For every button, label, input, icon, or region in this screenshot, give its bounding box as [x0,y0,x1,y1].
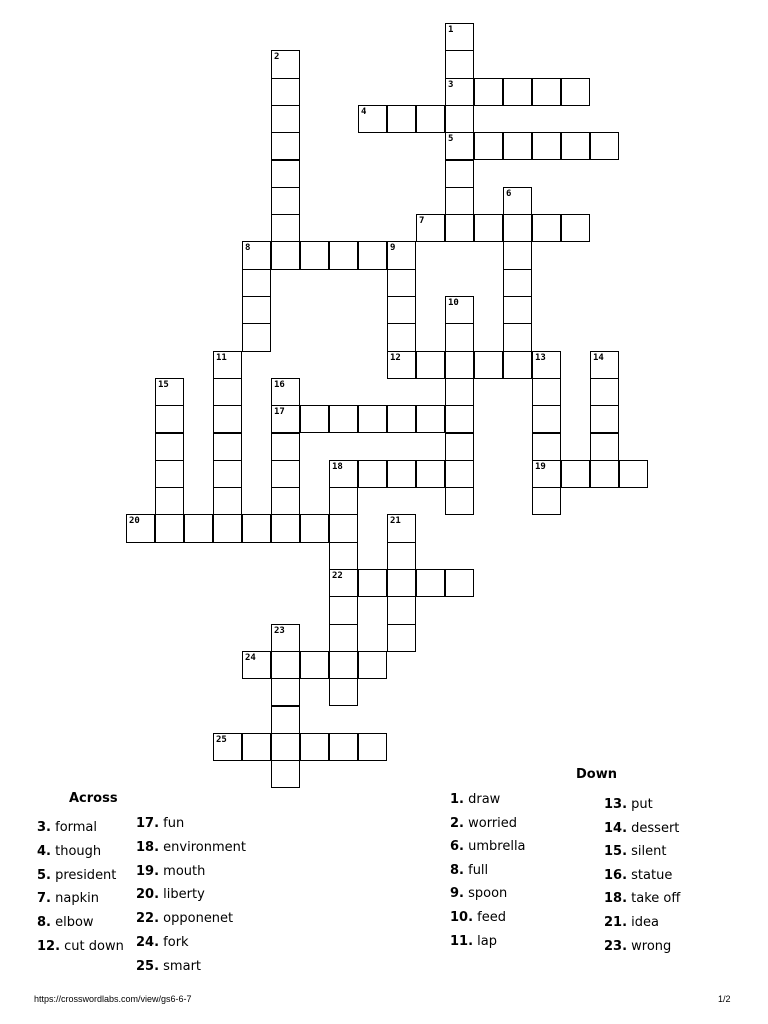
clue-number: 21. [604,915,628,930]
crossword-cell[interactable] [271,460,300,488]
crossword-cell[interactable] [474,351,503,379]
crossword-cell[interactable] [387,351,416,379]
cell-number: 7 [419,216,425,227]
crossword-cell[interactable] [213,351,242,379]
clue-text: put [627,797,653,812]
cell-number: 16 [274,379,285,390]
crossword-cell[interactable] [155,487,184,515]
clue-text: liberty [159,887,205,903]
crossword-cell[interactable] [619,460,648,488]
crossword-cell[interactable] [445,160,474,188]
clue-number: 25. [136,958,160,974]
clue-text: elbow [50,915,94,931]
clue-text: mouth [159,863,206,879]
crossword-cell[interactable] [445,351,474,379]
crossword-cell[interactable] [445,132,474,160]
clue-number: 18. [136,839,160,855]
clue-text: lap [473,933,497,949]
clue-item [37,868,116,884]
crossword-cell[interactable] [271,160,300,188]
crossword-cell[interactable] [445,405,474,433]
crossword-cell[interactable] [416,569,445,597]
clue-text: fork [159,935,189,950]
cell-number: 9 [390,243,396,254]
crossword-cell[interactable] [126,514,155,542]
clue-text: cut down [60,939,124,954]
down-heading: Down [576,767,617,782]
cell-number: 24 [245,652,256,663]
crossword-cell[interactable] [532,351,561,379]
crossword-cell[interactable] [329,514,358,542]
crossword-cell[interactable] [532,487,561,515]
clue-number: 16. [604,867,628,883]
crossword-cell[interactable] [242,269,271,297]
crossword-cell[interactable] [271,514,300,542]
crossword-cell[interactable] [358,651,387,679]
cell-number: 18 [332,461,343,472]
crossword-cell[interactable] [445,214,474,242]
cell-number: 1 [448,25,454,35]
cell-number: 17 [274,407,285,418]
crossword-cell[interactable] [445,105,474,133]
crossword-cell[interactable] [503,214,532,242]
cell-number: 25 [216,734,227,745]
clue-text: smart [159,958,202,974]
clue-number: 20. [136,887,160,903]
crossword-cell[interactable] [271,433,300,461]
clue-number: 22. [136,911,160,927]
crossword-cell[interactable] [445,187,474,215]
cell-number: 8 [245,243,251,254]
crossword-cell[interactable] [445,50,474,78]
crossword-cell[interactable] [416,405,445,433]
crossword-cell[interactable] [271,214,300,242]
clue-number: 15. [604,844,628,860]
clue-text: fun [159,816,185,831]
cell-number: 15 [158,379,169,390]
crossword-cell[interactable] [416,351,445,379]
crossword-cell[interactable] [387,323,416,351]
clue-number: 2. [450,815,464,831]
crossword-cell[interactable] [561,132,590,160]
clue-text: worried [463,815,518,831]
clue-number: 18. [604,891,628,907]
crossword-cell[interactable] [155,460,184,488]
crossword-cell[interactable] [387,514,416,542]
clue-text: spoon [463,886,508,902]
crossword-cell[interactable] [271,487,300,515]
crossword-cell[interactable] [561,460,590,488]
crossword-cell[interactable] [329,569,358,597]
clue-number: 9. [450,886,464,902]
clue-item [136,864,205,880]
crossword-cell[interactable] [329,624,358,652]
crossword-cell[interactable] [271,651,300,679]
crossword-cell[interactable] [561,214,590,242]
crossword-cell[interactable] [503,132,532,160]
clue-text: formal [50,820,98,835]
cell-number: 12 [390,352,401,363]
crossword-cell[interactable] [271,760,300,788]
crossword-cell[interactable] [445,23,474,51]
crossword-cell[interactable] [242,241,271,269]
clue-number: 19. [136,863,160,879]
crossword-cell[interactable] [503,78,532,106]
clue-item [450,863,488,879]
clue-number: 14. [604,820,628,836]
clue-number: 23. [604,938,628,954]
clue-number: 3. [37,820,51,835]
clue-item [604,915,659,931]
crossword-cell[interactable] [503,269,532,297]
crossword-cell[interactable] [445,78,474,106]
crossword-cell[interactable] [242,296,271,324]
crossword-cell[interactable] [445,460,474,488]
cell-number: 13 [535,352,546,363]
crossword-cell[interactable] [503,187,532,215]
cell-number: 19 [535,461,546,472]
crossword-cell[interactable] [271,132,300,160]
clue-text: statue [627,867,673,883]
footer-url: https://crosswordlabs.com/view/gs6-6-7 [34,994,192,1004]
crossword-cell[interactable] [300,651,329,679]
crossword-cell[interactable] [213,487,242,515]
crossword-cell[interactable] [271,733,300,761]
crossword-cell[interactable] [358,241,387,269]
crossword-cell[interactable] [300,405,329,433]
crossword-cell[interactable] [474,214,503,242]
clue-number: 17. [136,816,160,831]
crossword-cell[interactable] [300,733,329,761]
crossword-cell[interactable] [532,460,561,488]
crossword-cell[interactable] [358,733,387,761]
crossword-cell[interactable] [387,269,416,297]
clue-text: idea [627,915,659,930]
clue-item [37,820,97,836]
crossword-cell[interactable] [213,514,242,542]
clue-text: draw [463,792,501,807]
clue-text: silent [627,844,667,860]
footer-page-number: 1/2 [718,994,731,1004]
cell-number: 22 [332,571,343,581]
clue-item [37,844,101,860]
crossword-cell[interactable] [271,241,300,269]
crossword-cell[interactable] [213,733,242,761]
crossword-cell[interactable] [445,433,474,461]
crossword-cell[interactable] [271,50,300,78]
cell-number: 3 [448,79,454,90]
cell-number: 4 [361,106,367,117]
across-heading: Across [69,791,118,806]
crossword-cell[interactable] [590,351,619,379]
crossword-cell[interactable] [300,514,329,542]
crossword-cell[interactable] [532,378,561,406]
clue-item [37,939,124,955]
crossword-cell[interactable] [329,542,358,570]
clue-item [604,939,671,955]
crossword-cell[interactable] [329,487,358,515]
crossword-cell[interactable] [271,78,300,106]
crossword-cell[interactable] [590,132,619,160]
crossword-cell[interactable] [387,405,416,433]
crossword-cell[interactable] [532,132,561,160]
crossword-cell[interactable] [300,241,329,269]
clue-item [450,886,507,902]
crossword-cell[interactable] [532,433,561,461]
crossword-cell[interactable] [561,78,590,106]
crossword-cell[interactable] [387,596,416,624]
crossword-cell[interactable] [329,241,358,269]
crossword-cell[interactable] [213,460,242,488]
clue-item [604,797,653,813]
crossword-cell[interactable] [184,514,213,542]
crossword-cell[interactable] [242,651,271,679]
cell-number: 20 [129,516,140,527]
clue-item [450,816,517,832]
cell-number: 5 [448,134,454,145]
crossword-cell[interactable] [474,132,503,160]
clue-item [604,891,680,907]
cell-number: 23 [274,625,285,636]
crossword-cell[interactable] [387,460,416,488]
clue-text: full [463,862,489,878]
crossword-cell[interactable] [387,296,416,324]
crossword-cell[interactable] [532,78,561,106]
crossword-cell[interactable] [329,651,358,679]
crossword-cell[interactable] [358,105,387,133]
crossword-cell[interactable] [271,187,300,215]
clue-number: 8. [37,915,51,931]
clue-number: 10. [450,910,474,925]
crossword-cell[interactable] [329,596,358,624]
crossword-cell[interactable] [155,405,184,433]
cell-number: 10 [448,298,459,308]
clue-item [136,816,184,832]
crossword-cell[interactable] [271,678,300,706]
crossword-cell[interactable] [358,460,387,488]
crossword-cell[interactable] [503,241,532,269]
crossword-cell[interactable] [445,296,474,324]
crossword-cell[interactable] [358,405,387,433]
crossword-cell[interactable] [213,378,242,406]
cell-number: 21 [390,516,401,527]
crossword-cell[interactable] [445,487,474,515]
clue-item [450,934,497,950]
clue-number: 11. [450,933,474,949]
clue-item [37,891,99,907]
crossword-cell[interactable] [416,105,445,133]
clue-text: opponenet [159,911,234,927]
clue-number: 12. [37,939,61,954]
crossword-cell[interactable] [213,433,242,461]
crossword-cell[interactable] [590,433,619,461]
crossword-cell[interactable] [271,624,300,652]
clue-item [136,935,189,951]
cell-number: 2 [274,52,280,63]
clue-number: 8. [450,862,464,878]
crossword-cell[interactable] [532,405,561,433]
cell-number: 14 [593,352,604,363]
clue-item [37,915,94,931]
crossword-cell[interactable] [155,433,184,461]
clue-item [136,959,201,975]
clue-number: 24. [136,935,160,950]
crossword-cell[interactable] [503,296,532,324]
clue-text: president [50,867,117,883]
crossword-cell[interactable] [503,323,532,351]
clue-number: 5. [37,867,51,883]
crossword-cell[interactable] [329,678,358,706]
clue-text: umbrella [463,839,526,855]
crossword-cell[interactable] [445,323,474,351]
crossword-cell[interactable] [271,105,300,133]
crossword-cell[interactable] [387,569,416,597]
crossword-cell[interactable] [387,241,416,269]
crossword-cell[interactable] [271,378,300,406]
clue-text: dessert [627,820,680,836]
crossword-cell[interactable] [155,378,184,406]
crossword-cell[interactable] [271,405,300,433]
clue-text: napkin [50,891,99,907]
cell-number: 6 [506,188,512,199]
clue-item [450,910,506,926]
clue-item [136,840,246,856]
crossword-cell[interactable] [590,460,619,488]
crossword-cell[interactable] [329,733,358,761]
clue-text: environment [159,839,246,855]
crossword-cell[interactable] [358,569,387,597]
crossword-cell[interactable] [590,378,619,406]
crossword-cell[interactable] [329,460,358,488]
clue-item [604,844,667,860]
crossword-cell[interactable] [242,514,271,542]
crossword-cell[interactable] [387,105,416,133]
crossword-cell[interactable] [416,214,445,242]
crossword-cell[interactable] [503,351,532,379]
clue-item [450,839,526,855]
clue-number: 4. [37,843,51,859]
crossword-cell[interactable] [271,706,300,734]
clue-text: feed [473,910,506,925]
crossword-cell[interactable] [532,214,561,242]
crossword-cell[interactable] [590,405,619,433]
clue-item [450,792,500,808]
clue-item [136,887,205,903]
clue-item [136,911,233,927]
crossword-cell[interactable] [416,460,445,488]
crossword-cell[interactable] [445,378,474,406]
clue-text: wrong [627,938,672,954]
clue-number: 13. [604,797,628,812]
clue-text: take off [627,891,681,907]
clue-text: though [50,843,102,859]
crossword-cell[interactable] [329,405,358,433]
crossword-cell[interactable] [242,323,271,351]
cell-number: 11 [216,352,227,363]
clue-item [604,821,679,837]
crossword-cell[interactable] [213,405,242,433]
crossword-cell[interactable] [445,569,474,597]
clue-number: 1. [450,792,464,807]
crossword-cell[interactable] [387,624,416,652]
clue-number: 7. [37,891,51,907]
crossword-cell[interactable] [155,514,184,542]
crossword-cell[interactable] [387,542,416,570]
clue-item [604,868,672,884]
crossword-cell[interactable] [474,78,503,106]
clue-number: 6. [450,839,464,855]
crossword-cell[interactable] [242,733,271,761]
